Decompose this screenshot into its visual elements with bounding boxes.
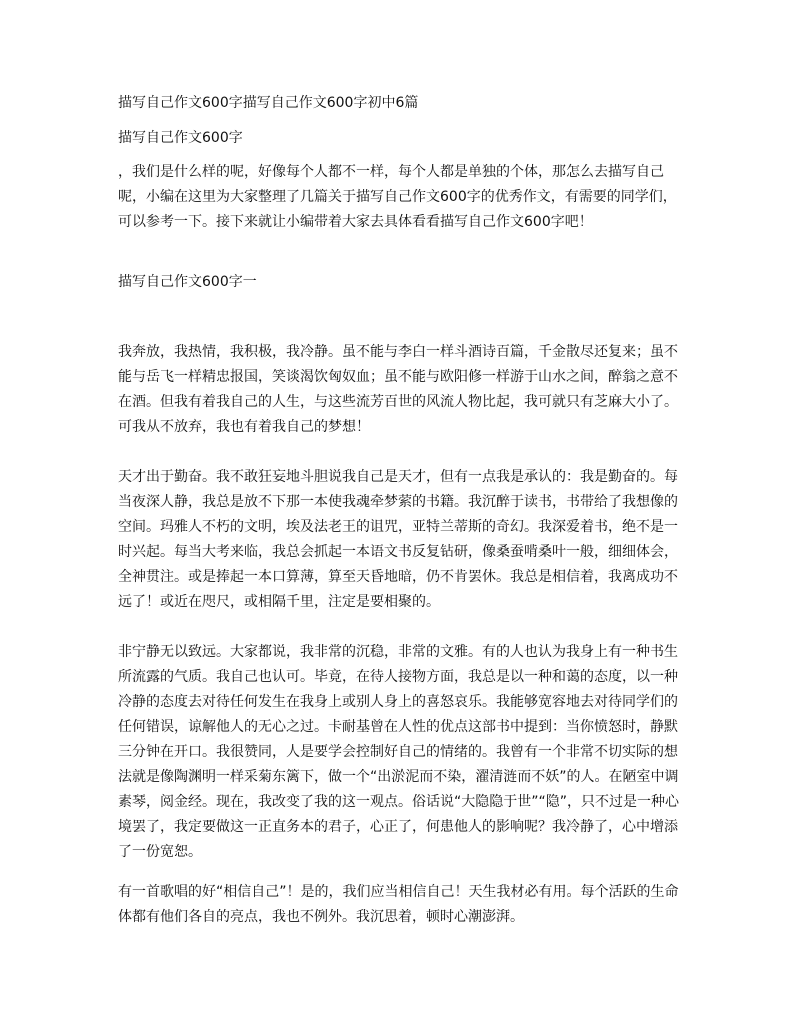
paragraph [118, 465, 684, 615]
intro-paragraph: ，我们是什么样的呢，好像每个人都不一样，每个人都是单独的个体，那怎么去描写自己呢，小编在这里为大家整理了几篇关于描写自己作文600字的优秀作文，有需要的同学们，可以参考一下。接下来就让小编带着大家去具体看看描写自己作文600字吧！ [118, 164, 677, 230]
paragraph [118, 640, 684, 865]
document-title: 描写自己作文600字描写自己作文600字初中6篇 [118, 95, 419, 111]
paragraph-text: 非宁静无以致远。大家都说，我非常的沉稳，非常的文雅。有的人也认为我身上有一种书生所流露的气质。我自己也认可。毕竟，在待人接物方面，我总是以一种和蔼的态度，以一种冷静的态度去对待任何发生在我身上或别人身上的喜怒哀乐。我能够宽容地去对待同学们的任何错误，谅解他人的无心之过。卡耐基曾在人性的优点这部书中提到：当你愤怒时，静默三分钟在开口。我很赞同，人是要学会控制好自己的情绪的。我曾有一个非常不切实际的想法就是像陶渊明一样采菊东篱下，做一个“出淤泥而不染，濯清涟而不妖”的人。在陋室中调素琴，阅金经。现在，我改变了我的这一观点。俗话说“大隐隐于世”“隐”，只不过是一种心境罢了，我定要做这一正直务本的君子，心正了，何患他人的影响呢？我冷静了，心中增添了一份宽恕。 [118, 644, 680, 860]
document-subtitle: 描写自己作文600字 [118, 130, 243, 146]
paragraph-text: 天才出于勤奋。我不敢狂妄地斗胆说我自己是天才，但有一点我是承认的：我是勤奋的。每当夜深人静，我总是放不下那一本使我魂牵梦萦的书籍。我沉醉于读书，书带给了我想像的空间。玛雅人不朽的文明，埃及法老王的诅咒，亚特兰蒂斯的奇幻。我深爱着书，绝不是一时兴起。每当大考来临，我总会抓起一本语文书反复钻研，像桑蚕啃桑叶一般，细细体会，全神贯注。或是捧起一本口算薄，算至天昏地暗，仍不肯罢休。我总是相信着，我离成功不远了！或近在咫尺，或相隔千里，注定是要相聚的。 [118, 469, 678, 610]
paragraph [118, 340, 684, 440]
paragraph [118, 880, 684, 930]
paragraph-text: 我奔放，我热情，我积极，我冷静。虽不能与李白一样斗酒诗百篇，千金散尽还复来；虽不能与岳飞一样精忠报国，笑谈渴饮匈奴血；虽不能与欧阳修一样游于山水之间，醉翁之意不在酒。但我有着我自己的人生，与这些流芳百世的风流人物比起，我可就只有芝麻大小了。可我从不放弃，我也有着我自己的梦想！ [118, 344, 678, 435]
section-heading: 描写自己作文600字一 [118, 274, 257, 290]
paragraph-text: 有一首歌唱的好“相信自己”！是的，我们应当相信自己！天生我材必有用。每个活跃的生命体都有他们各自的亮点，我也不例外。我沉思着，顿时心潮澎湃。 [118, 884, 679, 925]
